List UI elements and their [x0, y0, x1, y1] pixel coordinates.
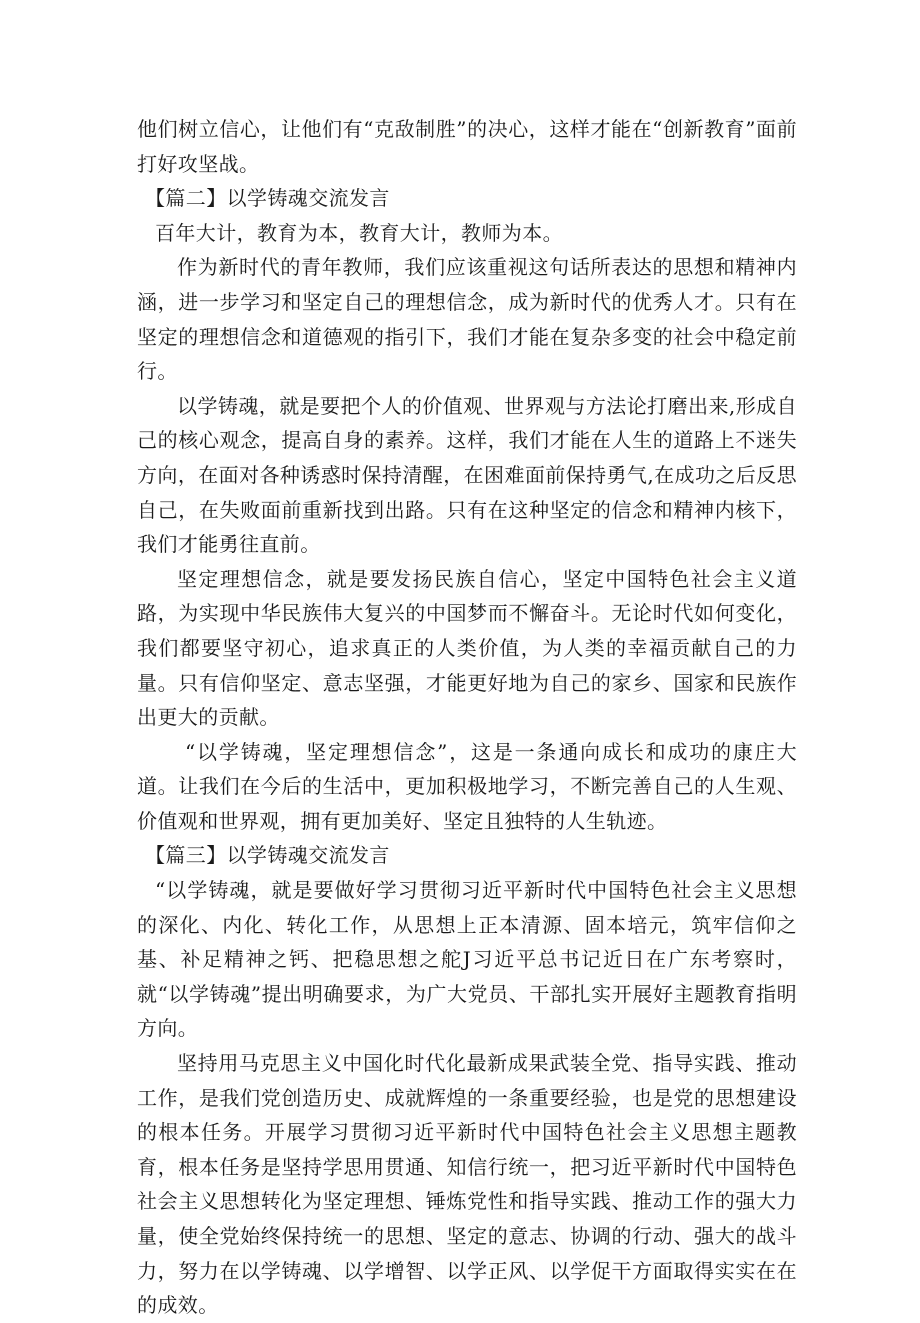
paragraph-3-2: 坚持用马克思主义中国化时代化最新成果武装全党、指导实践、推动工作，是我们党创造历史、成就辉煌的一条重要经验，也是党的思想建设的根本任务。开展学习贯彻习近平新时代中国特色社会主义思想主题教育，根本任务是坚持学思用贯通、知信行统一，把习近平新时代中国特色社会主义思想转化为坚定理想、锤炼党性和指导实践、推动工作的强大力量，使全党始终保持统一的思想、坚定的意志、协调的行动、强大的战斗力，努力在以学铸魂、以学增智、以学正风、以学促干方面取得实实在在的成效。: [137, 1051, 797, 1318]
section-heading-3: 【篇三】以学铸魂交流发言: [145, 843, 390, 868]
paragraph-2-1: 百年大计，教育为本，教育大计，教师为本。: [155, 220, 563, 245]
document-body: [137, 112, 797, 1323]
paragraph-2-3: 以学铸魂，就是要把个人的价值观、世界观与方法论打磨出来,形成自己的核心观念，提高自身的素养。这样，我们才能在人生的道路上不迷失方向，在面对各种诱惑时保持清醒，在困难面前保持勇气,在成功之后反思自己，在失败面前重新找到出路。只有在这种坚定的信念和精神内核下，我们才能勇往直前。: [137, 393, 797, 557]
paragraph-2-4: 坚定理想信念，就是要发扬民族自信心，坚定中国特色社会主义道路，为实现中华民族伟大复兴的中国梦而不懈奋斗。无论时代如何变化，我们都要坚守初心，追求真正的人类价值，为人类的幸福贡献自己的力量。只有信仰坚定、意志坚强，才能更好地为自己的家乡、国家和民族作出更大的贡献。: [137, 566, 797, 730]
paragraph-continuation: 他们树立信心，让他们有“克敌制胜”的决心，这样才能在“创新教育”面前打好攻坚战。: [137, 117, 797, 176]
paragraph-2-5: “以学铸魂，坚定理想信念”，这是一条通向成长和成功的康庄大道。让我们在今后的生活中，更加积极地学习，不断完善自己的人生观、价值观和世界观，拥有更加美好、坚定且独特的人生轨迹。: [137, 739, 797, 833]
paragraph-3-1: “以学铸魂，就是要做好学习贯彻习近平新时代中国特色社会主义思想的深化、内化、转化工作，从思想上正本清源、固本培元，筑牢信仰之基、补足精神之钙、把稳思想之舵J习近平总书记近日在广东考察时，就“以学铸魂”提出明确要求，为广大党员、干部扎实开展好主题教育指明方向。: [137, 878, 797, 1041]
paragraph-2-2: 作为新时代的青年教师，我们应该重视这句话所表达的思想和精神内涵，进一步学习和坚定自己的理想信念，成为新时代的优秀人才。只有在坚定的理想信念和道德观的指引下，我们才能在复杂多变的社会中稳定前行。: [137, 255, 797, 384]
section-heading-2: 【篇二】以学铸魂交流发言: [145, 186, 390, 211]
